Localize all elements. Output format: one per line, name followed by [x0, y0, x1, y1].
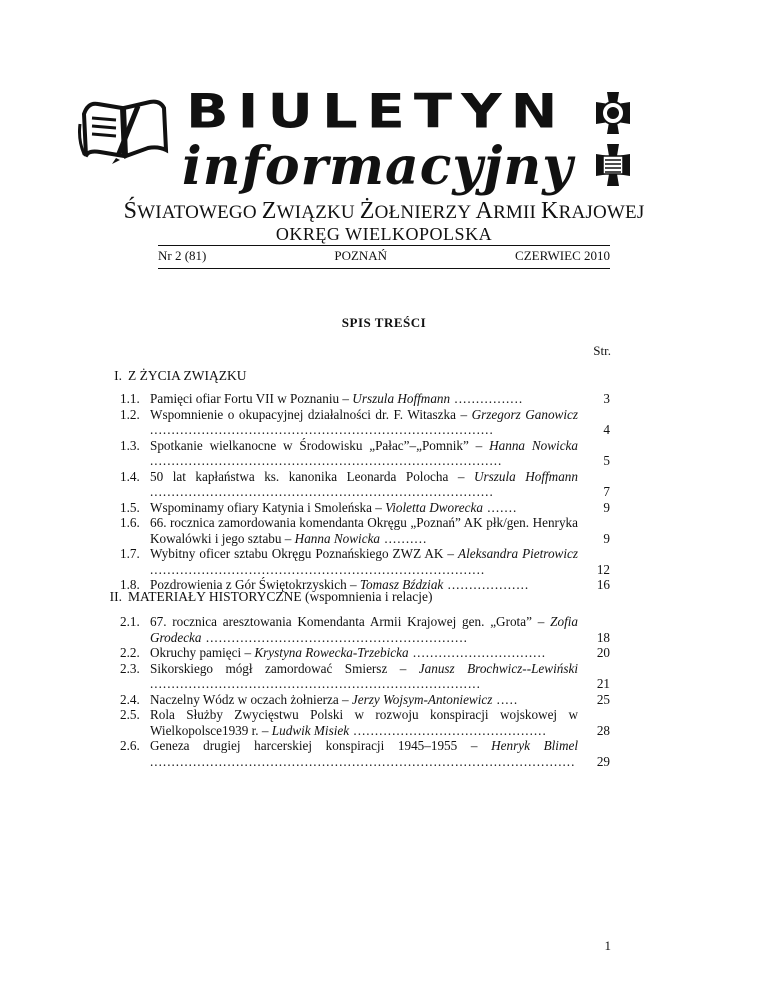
cross-emblem-icon: [590, 142, 636, 188]
toc-section-heading: I. Z ŻYCIA ZWIĄZKU: [114, 368, 247, 383]
divider: [158, 268, 610, 269]
toc-entry[interactable]: 1.8. Pozdrowienia z Gór Świętokrzyskich – Tomasz Bździak ................... 16: [120, 577, 610, 592]
page-number: 1: [604, 938, 611, 953]
toc-entry[interactable]: 1.1. Pamięci ofiar Fortu VII w Poznaniu – Urszula Hoffmann ................ 3: [120, 391, 610, 406]
issue-number: Nr 2 (81): [158, 248, 207, 263]
toc-entry[interactable]: 2.6. Geneza drugiej harcerskiej konspiracji 1945–1955 – Henryk Blimel ................................................................................................... 29: [120, 738, 610, 769]
toc-section-heading: II. MATERIAŁY HISTORYCZNE (wspomnienia i relacje): [109, 589, 433, 604]
organization-region: OKRĘG WIELKOPOLSKA: [275, 224, 493, 244]
toc-section-2-list: [120, 614, 610, 769]
masthead: [78, 84, 638, 196]
toc-entry[interactable]: 1.5. Wspominamy ofiary Katynia i Smoleńska – Violetta Dworecka ....... 9: [120, 499, 610, 515]
toc-entry[interactable]: 1.2. Wspomnienie o okupacyjnej działalności dr. F. Witaszka – Grzegorz Ganowicz ................................................................................ 4: [120, 406, 610, 437]
toc-entry[interactable]: 2.5. Rola Służby Zwycięstwu Polski w rozwoju konspiracji wojskowej w Wielkopolsce1939 r. – Ludwik Misiek ............................................. 28: [120, 707, 610, 738]
toc-entry[interactable]: 2.1. 67. rocznica aresztowania Komendanta Armii Krajowej gen. „Grota” – Zofia Grodecka ............................................................. 18: [120, 614, 610, 645]
divider: [158, 245, 610, 246]
cross-emblem-icon: [590, 90, 636, 136]
open-book-pen-icon: [78, 94, 174, 166]
issue-date: CZERWIEC 2010: [515, 248, 610, 263]
toc-entry[interactable]: 1.6. 66. rocznica zamordowania komendanta Okręgu „Poznań” AK płk/gen. Henryka Kowalówki i jego sztabu – Hanna Nowicka .......... 9: [120, 515, 610, 546]
organization-name: ŚWIATOWEGO ZWIĄZKU ŻOŁNIERZY ARMII KRAJOWEJ: [123, 198, 645, 224]
masthead-subtitle: informacyjny: [182, 136, 574, 197]
toc-title: SPIS TREŚCI: [341, 315, 427, 330]
masthead-title: BIULETYN: [186, 84, 567, 140]
toc-entry[interactable]: 1.4. 50 lat kapłaństwa ks. kanonika Leonarda Polocha – Urszula Hoffmann ................................................................................ 7: [120, 468, 610, 499]
toc-entry[interactable]: 1.7. Wybitny oficer sztabu Okręgu Poznańskiego ZWZ AK – Aleksandra Pietrowicz .............................................................................. 12: [120, 546, 610, 577]
toc-entry[interactable]: 2.2. Okruchy pamięci – Krystyna Rowecka-Trzebicka ............................... 20: [120, 645, 610, 660]
toc-entry[interactable]: 1.3. Spotkanie wielkanocne w Środowisku „Pałac”–„Pomnik” – Hanna Nowicka .................................................................................. 5: [120, 437, 610, 468]
issue-info: [158, 248, 610, 264]
issue-city: POZNAŃ: [334, 248, 388, 263]
page-column-label: Str.: [593, 343, 611, 358]
toc-entry[interactable]: 2.3. Sikorskiego mógł zamordować Smiersz – Janusz Brochwicz--Lewiński ............................................................................. 21: [120, 660, 610, 691]
toc-entry[interactable]: 2.4. Naczelny Wódz w oczach żołnierza – Jerzy Wojsym-Antoniewicz ..... 25: [120, 691, 610, 707]
toc-section-1-list: [120, 391, 610, 593]
